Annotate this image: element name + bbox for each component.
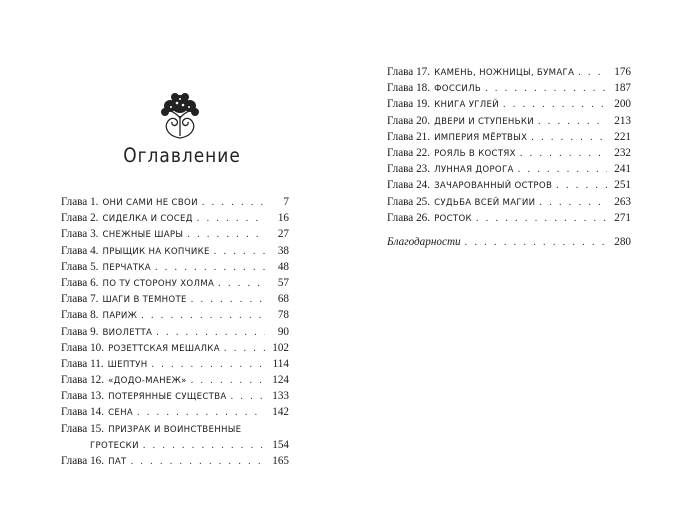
- dot-leader: [155, 260, 265, 276]
- spacer: [387, 226, 631, 234]
- toc-entry[interactable]: [61, 324, 289, 340]
- chapter-title: ФОССИЛЬ: [434, 84, 482, 95]
- chapter-prefix: Глава 10.: [61, 341, 105, 354]
- dot-leader: [476, 211, 607, 227]
- chapter-title: ПРЫЩИК НА КОПЧИКЕ: [102, 246, 210, 257]
- dot-leader: [191, 373, 265, 389]
- toc-entry[interactable]: [387, 194, 631, 210]
- chapter-title: РОЗЕТТСКАЯ МЕШАЛКА: [108, 343, 220, 354]
- chapter-title: «ДОДО-МАНЕЖ»: [108, 376, 187, 387]
- toc-entry[interactable]: [61, 210, 289, 226]
- dot-leader: [137, 405, 265, 421]
- dot-leader: [556, 178, 607, 194]
- dot-leader: [143, 438, 265, 454]
- page-number: 213: [614, 114, 631, 127]
- dot-leader: [518, 162, 607, 178]
- chapter-title: СИДЕЛКА И СОСЕД: [102, 214, 193, 225]
- chapter-title: КАМЕНЬ, НОЖНИЦЫ, БУМАГА: [434, 68, 575, 78]
- chapter-prefix: Глава 5.: [61, 260, 99, 273]
- chapter-title: СЕНА: [108, 408, 134, 419]
- dot-leader: [131, 454, 265, 470]
- dot-leader: [465, 235, 607, 251]
- chapter-title: СНЕЖНЫЕ ШАРЫ: [102, 230, 184, 241]
- dot-leader: [191, 292, 265, 308]
- page-number: 187: [614, 82, 631, 95]
- page-number: 16: [277, 212, 289, 225]
- toc-heading: Оглавление: [123, 144, 241, 168]
- right-page: [337, 0, 674, 518]
- chapter-title: ПРИЗРАК И ВОИНСТВЕННЫЕ: [108, 424, 242, 435]
- page-number: 90: [277, 325, 289, 338]
- page-number: 251: [614, 179, 631, 192]
- toc-entry[interactable]: [387, 210, 631, 226]
- chapter-title: РОСТОК: [434, 213, 472, 224]
- chapter-title: ШЕПТУН: [107, 359, 148, 370]
- chapter-title: ДВЕРИ И СТУПЕНЬКИ: [434, 116, 534, 127]
- toc-entry[interactable]: [387, 64, 631, 80]
- page-number: 133: [272, 390, 289, 403]
- chapter-prefix: Глава 2.: [61, 212, 99, 225]
- toc-entry[interactable]: [387, 129, 631, 145]
- chapter-prefix: Глава 16.: [61, 455, 105, 467]
- page-number: 221: [614, 130, 631, 143]
- page-number: 124: [272, 374, 289, 387]
- dot-leader: [578, 65, 607, 81]
- dot-leader: [156, 325, 265, 341]
- page-number: 142: [272, 406, 289, 419]
- toc-entry[interactable]: [61, 356, 289, 372]
- toc-entry[interactable]: [61, 372, 289, 388]
- page-number: 200: [614, 98, 631, 111]
- chapter-prefix: Глава 20.: [387, 114, 431, 127]
- page-number: 241: [614, 163, 631, 176]
- chapter-title: ПОТЕРЯННЫЕ СУЩЕСТВА: [108, 392, 227, 403]
- page-number: 271: [614, 211, 631, 224]
- toc-entry[interactable]: [387, 113, 631, 129]
- toc-entry[interactable]: [61, 275, 289, 291]
- tree-emblem-icon: [157, 92, 203, 140]
- chapter-prefix: Глава 4.: [61, 244, 99, 257]
- toc-entry[interactable]: [387, 96, 631, 112]
- chapter-prefix: Глава 18.: [387, 82, 431, 95]
- toc-entry[interactable]: [61, 404, 289, 420]
- chapter-prefix: Глава 14.: [61, 406, 105, 419]
- toc-entry[interactable]: [387, 177, 631, 193]
- toc-entry[interactable]: [387, 161, 631, 177]
- chapter-prefix: Глава 6.: [61, 276, 99, 289]
- dot-leader: [531, 130, 607, 146]
- dot-leader: [187, 227, 265, 243]
- chapter-title: ЛУННАЯ ДОРОГА: [434, 165, 514, 176]
- dot-leader: [218, 276, 265, 292]
- chapter-prefix: Глава 21.: [387, 130, 431, 143]
- dot-leader: [503, 97, 607, 113]
- toc-right-list: [387, 64, 631, 250]
- chapter-title: ПЕРЧАТКА: [102, 262, 151, 273]
- chapter-title: ОНИ САМИ НЕ СВОИ: [102, 198, 198, 208]
- chapter-prefix: Глава 7.: [61, 293, 99, 306]
- chapter-prefix: Глава 13.: [61, 390, 105, 403]
- chapter-prefix: Глава 9.: [61, 325, 99, 338]
- page-number: 57: [277, 276, 289, 289]
- chapter-prefix: Глава 17.: [387, 66, 431, 78]
- toc-entry[interactable]: [387, 80, 631, 96]
- chapter-prefix: Глава 12.: [61, 374, 105, 387]
- dot-leader: [520, 146, 607, 162]
- page-number: 78: [277, 309, 289, 322]
- page-number: 27: [277, 228, 289, 241]
- chapter-prefix: Глава 11.: [61, 357, 104, 370]
- chapter-title: ПАТ: [108, 457, 127, 467]
- chapter-title-continuation: ГРОТЕСКИ: [90, 440, 139, 451]
- toc-entry[interactable]: [387, 145, 631, 161]
- chapter-title: ПО ТУ СТОРОНУ ХОЛМА: [102, 278, 215, 289]
- page-number: 48: [277, 260, 289, 273]
- toc-entry-acknowledgements[interactable]: [387, 234, 631, 250]
- chapter-title: ШАГИ В ТЕМНОТЕ: [102, 295, 187, 306]
- page-number: 263: [614, 195, 631, 208]
- dot-leader: [539, 195, 607, 211]
- page-number: 280: [614, 235, 631, 248]
- chapter-prefix: Глава 24.: [387, 179, 431, 192]
- toc-entry[interactable]: [61, 226, 289, 242]
- toc-entry[interactable]: [61, 388, 289, 404]
- dot-leader: [214, 244, 265, 260]
- chapter-prefix: Глава 8.: [61, 309, 99, 322]
- chapter-prefix: Глава 15.: [61, 422, 105, 435]
- chapter-title: ИМПЕРИЯ МЁРТВЫХ: [434, 132, 528, 143]
- toc-entry-continuation[interactable]: [61, 437, 289, 453]
- acknowledgements-label: Благодарности: [387, 235, 461, 248]
- page-number: 176: [614, 66, 631, 78]
- toc-entry[interactable]: [61, 421, 289, 437]
- page-number: 232: [614, 146, 631, 159]
- page-number: 114: [272, 357, 289, 370]
- chapter-prefix: Глава 19.: [387, 98, 431, 111]
- page-number: 102: [272, 341, 289, 354]
- toc-left-list: [61, 194, 289, 469]
- chapter-title: ПАРИЖ: [102, 311, 138, 322]
- chapter-prefix: Глава 1.: [61, 196, 99, 208]
- toc-entry[interactable]: [61, 307, 289, 323]
- chapter-prefix: Глава 23.: [387, 163, 431, 176]
- toc-entry[interactable]: [61, 453, 289, 469]
- page-number: 7: [283, 196, 289, 208]
- chapter-title: ВИОЛЕТТА: [102, 327, 153, 338]
- dot-leader: [202, 195, 265, 211]
- toc-entry[interactable]: [61, 291, 289, 307]
- page-number: 38: [277, 244, 289, 257]
- chapter-prefix: Глава 25.: [387, 195, 431, 208]
- chapter-prefix: Глава 26.: [387, 211, 431, 224]
- dot-leader: [151, 357, 265, 373]
- page-number: 154: [272, 438, 289, 451]
- dot-leader: [485, 81, 607, 97]
- dot-leader: [197, 211, 265, 227]
- chapter-title: РОЯЛЬ В КОСТЯХ: [434, 148, 516, 159]
- dot-leader: [224, 341, 265, 357]
- chapter-title: КНИГА УГЛЕЙ: [434, 100, 500, 111]
- toc-entry[interactable]: [61, 259, 289, 275]
- dot-leader: [231, 389, 265, 405]
- dot-leader: [141, 308, 265, 324]
- dot-leader: [538, 114, 607, 130]
- chapter-title: СУДЬБА ВСЕЙ МАГИИ: [434, 197, 536, 208]
- toc-entry[interactable]: [61, 243, 289, 259]
- page-number: 165: [272, 455, 289, 467]
- page-number: 68: [277, 293, 289, 306]
- chapter-title: ЗАЧАРОВАННЫЙ ОСТРОВ: [434, 181, 553, 192]
- chapter-prefix: Глава 3.: [61, 228, 99, 241]
- chapter-prefix: Глава 22.: [387, 146, 431, 159]
- toc-entry[interactable]: [61, 340, 289, 356]
- toc-entry[interactable]: [61, 194, 289, 210]
